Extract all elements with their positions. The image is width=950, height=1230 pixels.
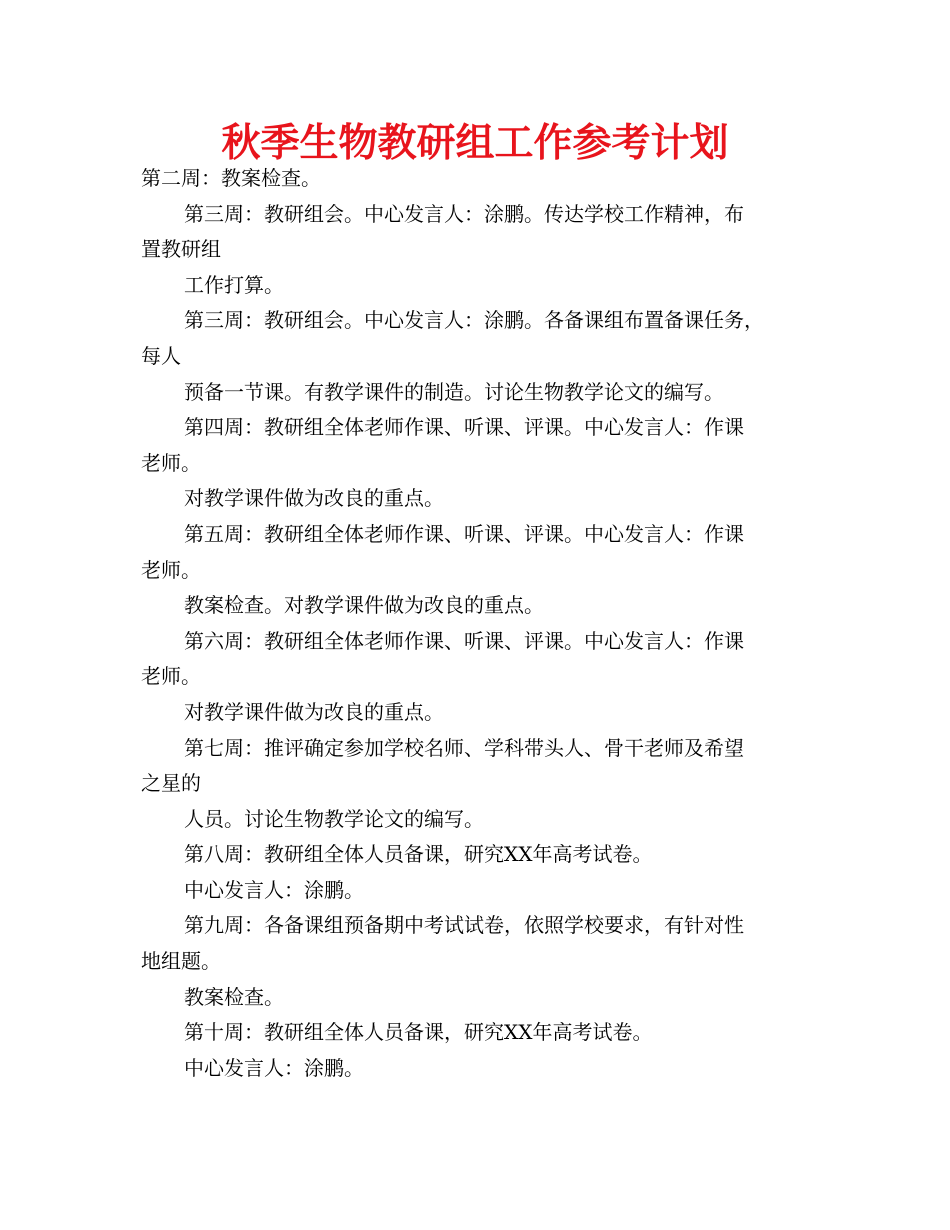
body-line: 第七周：推评确定参加学校名师、学科带头人、骨干老师及希望	[184, 735, 744, 760]
body-line: 老师。	[141, 557, 201, 582]
document-body	[141, 161, 831, 1086]
body-line: 之星的	[141, 771, 201, 796]
body-line: 第四周：教研组全体老师作课、听课、评课。中心发言人：作课	[184, 415, 744, 440]
document-title: 秋季生物教研组工作参考计划	[221, 121, 729, 166]
body-line: 地组题。	[141, 949, 221, 974]
body-line: 教案检查。对教学课件做为改良的重点。	[184, 593, 544, 618]
body-line: 置教研组	[141, 237, 221, 262]
body-line: 第十周：教研组全体人员备课，研究XX年高考试卷。	[184, 1020, 653, 1045]
body-line: 对教学课件做为改良的重点。	[184, 486, 444, 511]
body-line: 第三周：教研组会。中心发言人：涂鹏。各备课组布置备课任务，	[184, 308, 764, 333]
body-line: 第五周：教研组全体老师作课、听课、评课。中心发言人：作课	[184, 521, 744, 546]
body-line: 第六周：教研组全体老师作课、听课、评课。中心发言人：作课	[184, 628, 744, 653]
body-line: 老师。	[141, 450, 201, 475]
body-line: 中心发言人：涂鹏。	[184, 877, 364, 902]
body-line: 人员。讨论生物教学论文的编写。	[184, 806, 484, 831]
body-line: 第二周：教案检查。	[141, 166, 321, 190]
body-line: 预备一节课。有教学课件的制造。讨论生物教学论文的编写。	[184, 379, 724, 404]
body-line: 每人	[141, 343, 181, 368]
body-line: 第八周：教研组全体人员备课，研究XX年高考试卷。	[184, 842, 653, 867]
body-line: 教案检查。	[184, 984, 284, 1009]
body-line: 中心发言人：涂鹏。	[184, 1055, 364, 1080]
body-line: 第九周：各备课组预备期中考试试卷，依照学校要求，有针对性	[184, 913, 744, 938]
body-line: 老师。	[141, 664, 201, 689]
body-line: 工作打算。	[184, 272, 284, 297]
body-line: 第三周：教研组会。中心发言人：涂鹏。传达学校工作精神，布	[184, 201, 744, 226]
body-line: 对教学课件做为改良的重点。	[184, 699, 444, 724]
